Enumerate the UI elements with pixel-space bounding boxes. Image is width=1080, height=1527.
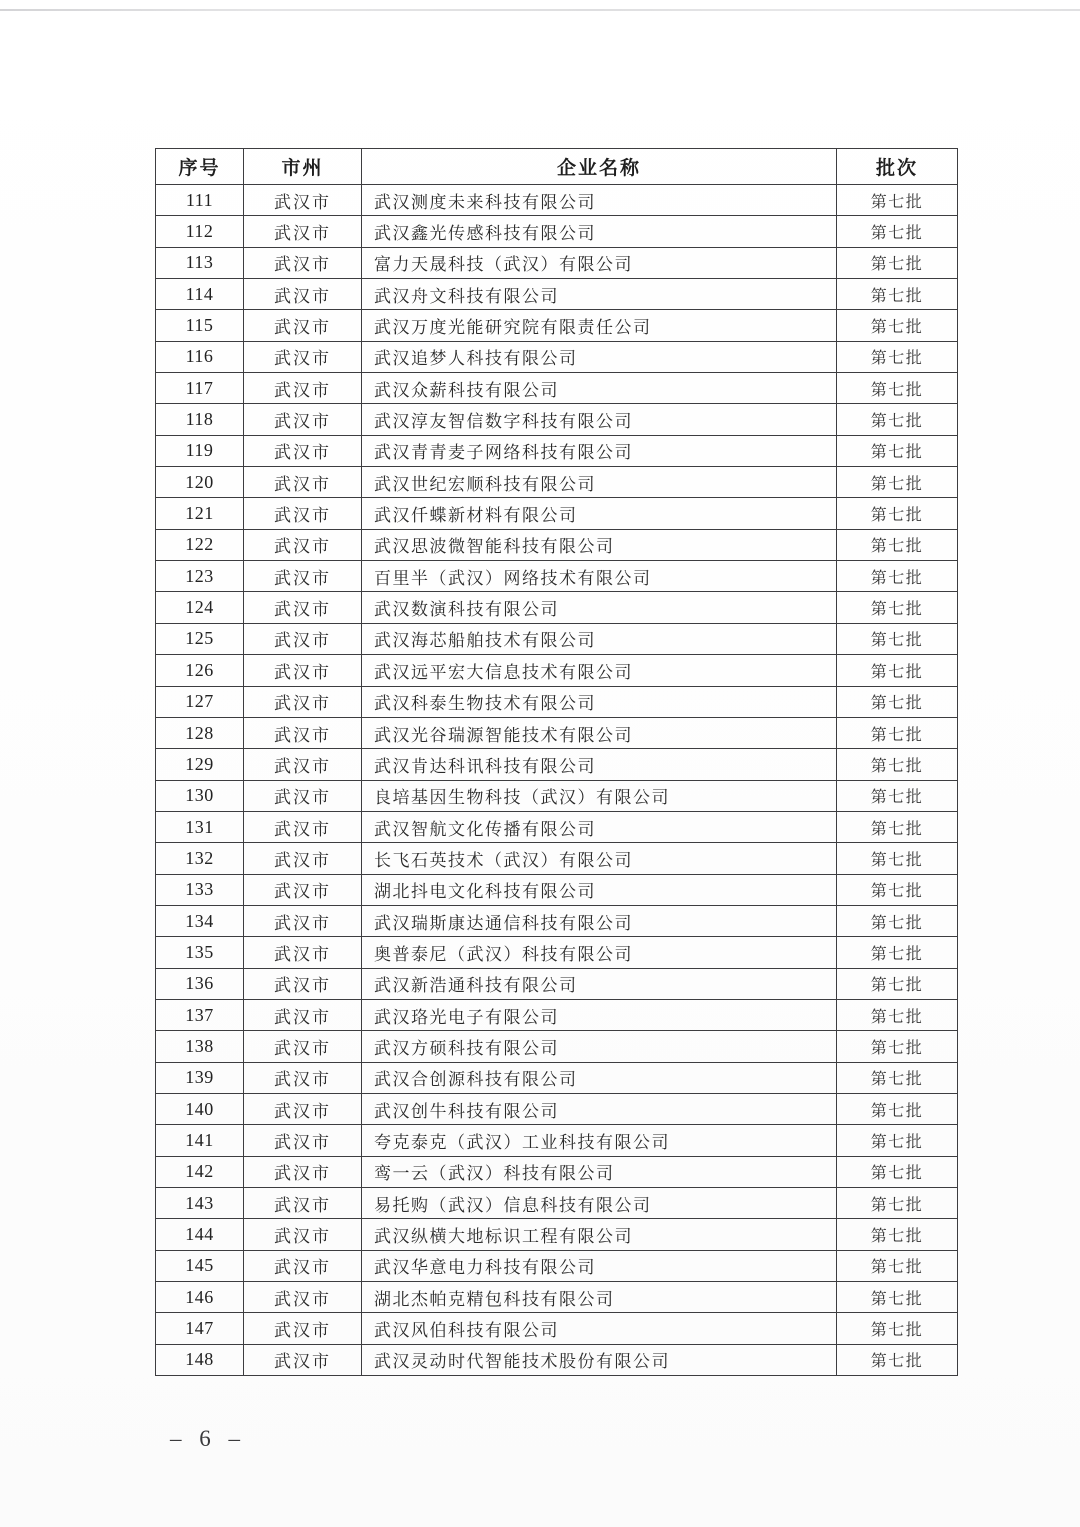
batch-cell: 第七批 [837, 968, 958, 999]
table-row [156, 373, 958, 404]
company-name-cell: 武汉智航文化传播有限公司 [362, 811, 837, 842]
company-name-cell: 武汉淳友智信数字科技有限公司 [362, 404, 837, 435]
table-row [156, 999, 958, 1030]
batch-cell: 第七批 [837, 373, 958, 404]
company-name-cell: 武汉灵动时代智能技术股份有限公司 [362, 1344, 837, 1375]
table-row [156, 185, 958, 216]
serial-number-cell: 121 [156, 498, 244, 529]
batch-cell: 第七批 [837, 843, 958, 874]
batch-cell: 第七批 [837, 937, 958, 968]
batch-cell: 第七批 [837, 874, 958, 905]
company-name-cell: 武汉世纪宏顺科技有限公司 [362, 467, 837, 498]
city-cell: 武汉市 [244, 780, 362, 811]
batch-cell: 第七批 [837, 498, 958, 529]
city-cell: 武汉市 [244, 1125, 362, 1156]
city-cell: 武汉市 [244, 623, 362, 654]
company-name-cell: 奥普泰尼（武汉）科技有限公司 [362, 937, 837, 968]
city-cell: 武汉市 [244, 185, 362, 216]
table-row [156, 655, 958, 686]
table-row [156, 1250, 958, 1281]
batch-cell: 第七批 [837, 1282, 958, 1313]
company-name-cell: 百里半（武汉）网络技术有限公司 [362, 561, 837, 592]
table-row [156, 404, 958, 435]
city-cell: 武汉市 [244, 1282, 362, 1313]
batch-cell: 第七批 [837, 185, 958, 216]
city-cell: 武汉市 [244, 655, 362, 686]
table-row [156, 341, 958, 372]
company-name-cell: 夸克泰克（武汉）工业科技有限公司 [362, 1125, 837, 1156]
company-name-cell: 武汉合创源科技有限公司 [362, 1062, 837, 1093]
company-name-cell: 武汉众薪科技有限公司 [362, 373, 837, 404]
table-row [156, 749, 958, 780]
company-name-cell: 武汉创牛科技有限公司 [362, 1093, 837, 1124]
serial-number-cell: 142 [156, 1156, 244, 1187]
batch-cell: 第七批 [837, 749, 958, 780]
company-name-cell: 武汉华意电力科技有限公司 [362, 1250, 837, 1281]
city-cell: 武汉市 [244, 404, 362, 435]
serial-number-cell: 146 [156, 1282, 244, 1313]
batch-cell: 第七批 [837, 1313, 958, 1344]
table-row [156, 592, 958, 623]
city-cell: 武汉市 [244, 717, 362, 748]
table-row [156, 811, 958, 842]
table-row [156, 1093, 958, 1124]
batch-cell: 第七批 [837, 247, 958, 278]
company-name-cell: 湖北抖电文化科技有限公司 [362, 874, 837, 905]
scan-edge-line [0, 9, 1080, 11]
batch-cell: 第七批 [837, 341, 958, 372]
company-name-cell: 武汉肯达科讯科技有限公司 [362, 749, 837, 780]
table-row [156, 717, 958, 748]
page-number: – 6 – [170, 1426, 246, 1451]
batch-cell: 第七批 [837, 435, 958, 466]
batch-cell: 第七批 [837, 561, 958, 592]
table-row [156, 1313, 958, 1344]
serial-number-cell: 120 [156, 467, 244, 498]
batch-cell: 第七批 [837, 216, 958, 247]
serial-number-cell: 111 [156, 185, 244, 216]
table-row [156, 1188, 958, 1219]
serial-number-cell: 147 [156, 1313, 244, 1344]
batch-cell: 第七批 [837, 1062, 958, 1093]
serial-number-cell: 140 [156, 1093, 244, 1124]
city-cell: 武汉市 [244, 373, 362, 404]
table-row [156, 467, 958, 498]
batch-cell: 第七批 [837, 1250, 958, 1281]
batch-cell: 第七批 [837, 529, 958, 560]
header-company-name: 企业名称 [362, 149, 837, 185]
batch-cell: 第七批 [837, 655, 958, 686]
serial-number-cell: 128 [156, 717, 244, 748]
company-name-cell: 武汉追梦人科技有限公司 [362, 341, 837, 372]
table-row [156, 247, 958, 278]
city-cell: 武汉市 [244, 216, 362, 247]
company-name-cell: 武汉思波微智能科技有限公司 [362, 529, 837, 560]
city-cell: 武汉市 [244, 561, 362, 592]
serial-number-cell: 124 [156, 592, 244, 623]
serial-number-cell: 131 [156, 811, 244, 842]
batch-cell: 第七批 [837, 1188, 958, 1219]
table-row [156, 968, 958, 999]
batch-cell: 第七批 [837, 1125, 958, 1156]
header-city: 市州 [244, 149, 362, 185]
serial-number-cell: 133 [156, 874, 244, 905]
batch-cell: 第七批 [837, 717, 958, 748]
city-cell: 武汉市 [244, 467, 362, 498]
city-cell: 武汉市 [244, 1219, 362, 1250]
table-row [156, 1031, 958, 1062]
serial-number-cell: 113 [156, 247, 244, 278]
company-name-cell: 长飞石英技术（武汉）有限公司 [362, 843, 837, 874]
table-row [156, 937, 958, 968]
batch-cell: 第七批 [837, 1344, 958, 1375]
serial-number-cell: 130 [156, 780, 244, 811]
company-name-cell: 武汉鑫光传感科技有限公司 [362, 216, 837, 247]
table-row [156, 1156, 958, 1187]
company-name-cell: 武汉新浩通科技有限公司 [362, 968, 837, 999]
batch-cell: 第七批 [837, 1219, 958, 1250]
company-name-cell: 武汉纵横大地标识工程有限公司 [362, 1219, 837, 1250]
city-cell: 武汉市 [244, 1250, 362, 1281]
table-row [156, 780, 958, 811]
city-cell: 武汉市 [244, 498, 362, 529]
company-name-cell: 武汉海芯船舶技术有限公司 [362, 623, 837, 654]
city-cell: 武汉市 [244, 843, 362, 874]
batch-cell: 第七批 [837, 780, 958, 811]
city-cell: 武汉市 [244, 874, 362, 905]
city-cell: 武汉市 [244, 592, 362, 623]
company-name-cell: 湖北杰帕克精包科技有限公司 [362, 1282, 837, 1313]
city-cell: 武汉市 [244, 1313, 362, 1344]
batch-cell: 第七批 [837, 310, 958, 341]
serial-number-cell: 139 [156, 1062, 244, 1093]
city-cell: 武汉市 [244, 937, 362, 968]
serial-number-cell: 122 [156, 529, 244, 560]
city-cell: 武汉市 [244, 435, 362, 466]
batch-cell: 第七批 [837, 1031, 958, 1062]
table-row [156, 216, 958, 247]
company-name-cell: 武汉万度光能研究院有限责任公司 [362, 310, 837, 341]
serial-number-cell: 123 [156, 561, 244, 592]
table-row [156, 498, 958, 529]
batch-cell: 第七批 [837, 999, 958, 1030]
city-cell: 武汉市 [244, 1344, 362, 1375]
serial-number-cell: 127 [156, 686, 244, 717]
serial-number-cell: 145 [156, 1250, 244, 1281]
table-row [156, 1282, 958, 1313]
batch-cell: 第七批 [837, 592, 958, 623]
company-name-cell: 武汉珞光电子有限公司 [362, 999, 837, 1030]
serial-number-cell: 117 [156, 373, 244, 404]
serial-number-cell: 115 [156, 310, 244, 341]
city-cell: 武汉市 [244, 999, 362, 1030]
header-serial-number: 序号 [156, 149, 244, 185]
city-cell: 武汉市 [244, 686, 362, 717]
table-row [156, 561, 958, 592]
table-row [156, 435, 958, 466]
serial-number-cell: 132 [156, 843, 244, 874]
batch-cell: 第七批 [837, 686, 958, 717]
company-name-cell: 良培基因生物科技（武汉）有限公司 [362, 780, 837, 811]
company-name-cell: 武汉数演科技有限公司 [362, 592, 837, 623]
company-name-cell: 武汉青青麦子网络科技有限公司 [362, 435, 837, 466]
city-cell: 武汉市 [244, 1188, 362, 1219]
company-name-cell: 武汉测度未来科技有限公司 [362, 185, 837, 216]
table-row [156, 1344, 958, 1375]
company-name-cell: 鸾一云（武汉）科技有限公司 [362, 1156, 837, 1187]
city-cell: 武汉市 [244, 529, 362, 560]
table-row [156, 1062, 958, 1093]
city-cell: 武汉市 [244, 1031, 362, 1062]
serial-number-cell: 135 [156, 937, 244, 968]
table-row [156, 874, 958, 905]
city-cell: 武汉市 [244, 341, 362, 372]
table-row [156, 529, 958, 560]
serial-number-cell: 114 [156, 279, 244, 310]
company-name-cell: 武汉瑞斯康达通信科技有限公司 [362, 905, 837, 936]
batch-cell: 第七批 [837, 279, 958, 310]
table-row [156, 623, 958, 654]
serial-number-cell: 143 [156, 1188, 244, 1219]
city-cell: 武汉市 [244, 279, 362, 310]
company-name-cell: 易托购（武汉）信息科技有限公司 [362, 1188, 837, 1219]
company-name-cell: 武汉光谷瑞源智能技术有限公司 [362, 717, 837, 748]
city-cell: 武汉市 [244, 1062, 362, 1093]
company-name-cell: 武汉方硕科技有限公司 [362, 1031, 837, 1062]
city-cell: 武汉市 [244, 310, 362, 341]
batch-cell: 第七批 [837, 1156, 958, 1187]
serial-number-cell: 129 [156, 749, 244, 780]
serial-number-cell: 134 [156, 905, 244, 936]
serial-number-cell: 112 [156, 216, 244, 247]
serial-number-cell: 138 [156, 1031, 244, 1062]
table-row [156, 279, 958, 310]
table-row [156, 310, 958, 341]
serial-number-cell: 141 [156, 1125, 244, 1156]
city-cell: 武汉市 [244, 905, 362, 936]
batch-cell: 第七批 [837, 404, 958, 435]
serial-number-cell: 125 [156, 623, 244, 654]
table-row [156, 843, 958, 874]
serial-number-cell: 118 [156, 404, 244, 435]
batch-cell: 第七批 [837, 623, 958, 654]
company-name-cell: 富力天晟科技（武汉）有限公司 [362, 247, 837, 278]
batch-cell: 第七批 [837, 467, 958, 498]
serial-number-cell: 116 [156, 341, 244, 372]
city-cell: 武汉市 [244, 811, 362, 842]
city-cell: 武汉市 [244, 1093, 362, 1124]
table-row [156, 686, 958, 717]
table-header-row [156, 149, 958, 185]
company-name-cell: 武汉舟文科技有限公司 [362, 279, 837, 310]
city-cell: 武汉市 [244, 1156, 362, 1187]
company-table [155, 148, 958, 1376]
serial-number-cell: 136 [156, 968, 244, 999]
table-body [156, 185, 958, 1376]
table-row [156, 1219, 958, 1250]
batch-cell: 第七批 [837, 905, 958, 936]
serial-number-cell: 148 [156, 1344, 244, 1375]
city-cell: 武汉市 [244, 247, 362, 278]
company-name-cell: 武汉仟蝶新材料有限公司 [362, 498, 837, 529]
table-row [156, 905, 958, 936]
serial-number-cell: 137 [156, 999, 244, 1030]
city-cell: 武汉市 [244, 968, 362, 999]
serial-number-cell: 119 [156, 435, 244, 466]
company-name-cell: 武汉远平宏大信息技术有限公司 [362, 655, 837, 686]
batch-cell: 第七批 [837, 1093, 958, 1124]
city-cell: 武汉市 [244, 749, 362, 780]
company-name-cell: 武汉科泰生物技术有限公司 [362, 686, 837, 717]
serial-number-cell: 144 [156, 1219, 244, 1250]
company-name-cell: 武汉风伯科技有限公司 [362, 1313, 837, 1344]
table-row [156, 1125, 958, 1156]
batch-cell: 第七批 [837, 811, 958, 842]
header-batch: 批次 [837, 149, 958, 185]
serial-number-cell: 126 [156, 655, 244, 686]
